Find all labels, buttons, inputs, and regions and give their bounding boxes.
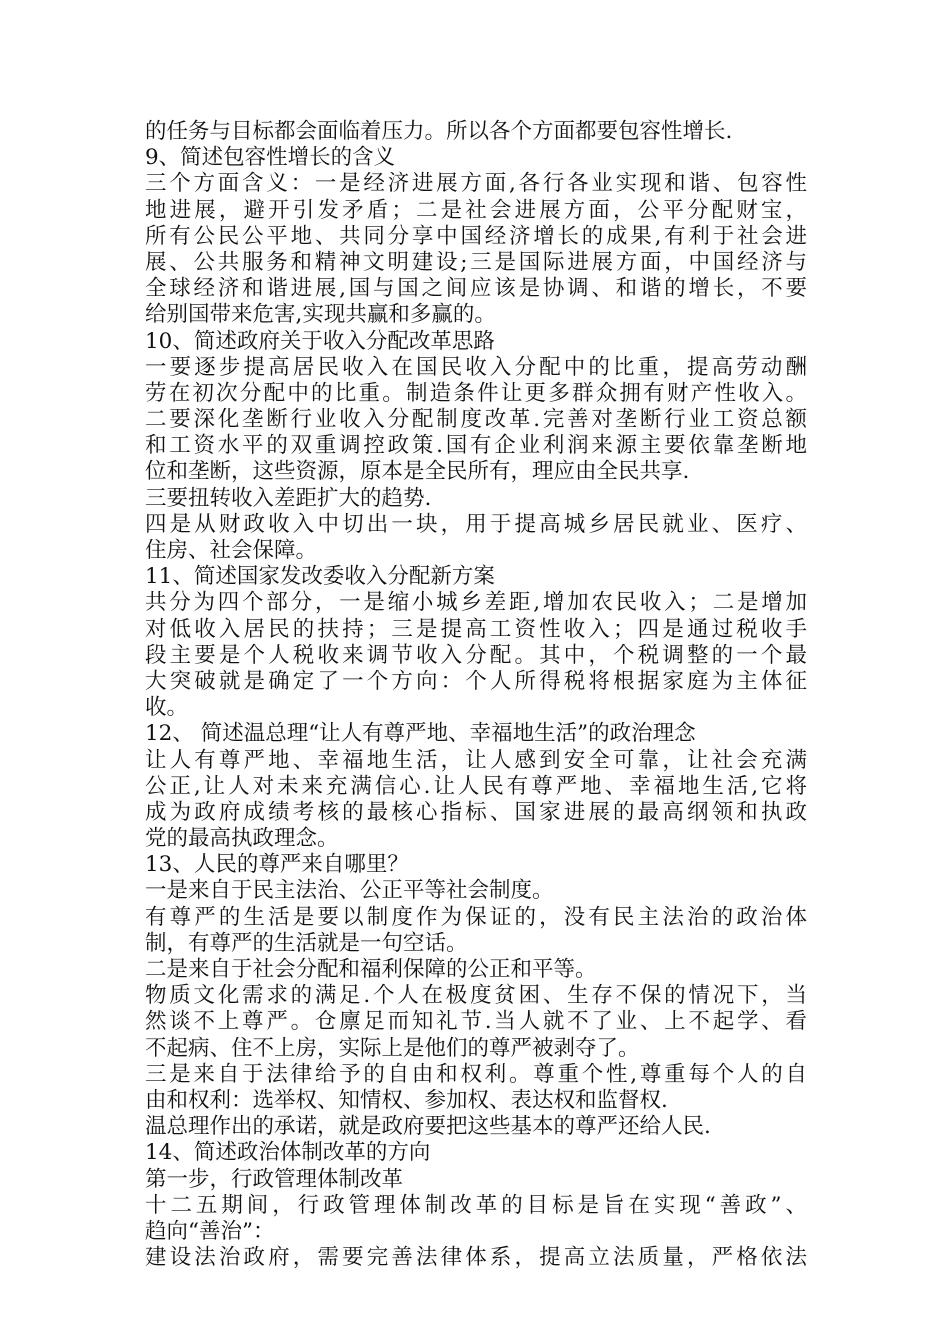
text-line: 建设法治政府，需要完善法律体系，提高立法质量，严格依法 bbox=[145, 1245, 807, 1271]
text-line: 和工资水平的双重调控政策.国有企业利润来源主要依靠垄断地 bbox=[145, 433, 807, 459]
text-line: 由和权利：选举权、知情权、参加权、表达权和监督权. bbox=[145, 1087, 668, 1113]
text-line: 收。 bbox=[145, 695, 189, 721]
text-line: 段主要是个人税收来调节收入分配。其中，个税调整的一个最 bbox=[145, 642, 807, 668]
text-line: 的任务与目标都会面临着压力。所以各个方面都要包容性增长. bbox=[145, 119, 733, 144]
text-line: 10、简述政府关于收入分配改革思路 bbox=[145, 328, 495, 354]
text-line: 共分为四个部分，一是缩小城乡差距,增加农民收入；二是增加 bbox=[145, 590, 807, 616]
text-line: 温总理作出的承诺，就是政府要把这些基本的尊严还给人民. bbox=[145, 1114, 711, 1140]
text-line: 12、 简述温总理“让人有尊严地、幸福地生活”的政治理念 bbox=[145, 721, 696, 747]
text-line: 然谈不上尊严。仓廪足而知礼节.当人就不了业、上不起学、看 bbox=[145, 1009, 807, 1035]
text-line: 不起病、住不上房，实际上是他们的尊严被剥夺了。 bbox=[145, 1035, 640, 1061]
text-line: 有尊严的生活是要以制度作为保证的，没有民主法治的政治体 bbox=[145, 904, 807, 930]
text-line: 9、简述包容性增长的含义 bbox=[145, 145, 396, 171]
text-line: 成为政府成绩考核的最核心指标、国家进展的最高纲领和执政 bbox=[145, 799, 807, 825]
text-line: 四是从财政收入中切出一块，用于提高城乡居民就业、医疗、 bbox=[145, 511, 807, 537]
text-line: 一要逐步提高居民收入在国民收入分配中的比重，提高劳动酬 bbox=[145, 354, 807, 380]
text-line: 物质文化需求的满足.个人在极度贫困、生存不保的情况下，当 bbox=[145, 983, 807, 1009]
text-line: 展、公共服务和精神文明建设;三是国际进展方面，中国经济与 bbox=[145, 249, 807, 275]
text-line: 所有公民公平地、共同分享中国经济增长的成果,有利于社会进 bbox=[145, 223, 807, 249]
text-line: 三是来自于法律给予的自由和权利。尊重个性,尊重每个人的自 bbox=[145, 1061, 807, 1087]
text-line: 趋向“善治”： bbox=[145, 1218, 275, 1244]
text-line: 住房、社会保障。 bbox=[145, 538, 318, 563]
text-line: 公正,让人对未来充满信心.让人民有尊严地、幸福地生活,它将 bbox=[145, 773, 807, 799]
text-line: 对低收入居民的扶持；三是提高工资性收入；四是通过税收手 bbox=[145, 616, 807, 642]
document-page bbox=[145, 119, 807, 1271]
text-line: 二是来自于社会分配和福利保障的公正和平等。 bbox=[145, 957, 597, 982]
text-line: 13、人民的尊严来自哪里？ bbox=[145, 852, 409, 878]
text-line: 二要深化垄断行业收入分配制度改革.完善对垄断行业工资总额 bbox=[145, 407, 807, 433]
text-line: 三个方面含义：一是经济进展方面,各行各业实现和谐、包容性 bbox=[145, 171, 807, 197]
text-line: 14、简述政治体制改革的方向 bbox=[145, 1140, 431, 1166]
text-line: 三要扭转收入差距扩大的趋势. bbox=[145, 485, 432, 511]
text-line: 位和垄断，这些资源，原本是全民所有，理应由全民共享. bbox=[145, 459, 690, 485]
text-line: 劳在初次分配中的比重。制造条件让更多群众拥有财产性收入。 bbox=[145, 380, 807, 406]
text-line: 党的最高执政理念。 bbox=[145, 826, 339, 852]
text-line: 地进展，避开引发矛盾；二是社会进展方面，公平分配财宝， bbox=[145, 197, 807, 223]
text-line: 制，有尊严的生活就是一句空话。 bbox=[145, 930, 468, 956]
text-line: 一是来自于民主法治、公正平等社会制度。 bbox=[145, 878, 554, 904]
text-line: 十二五期间，行政管理体制改革的目标是旨在实现“善政”、 bbox=[145, 1192, 807, 1218]
text-line: 让人有尊严地、幸福地生活，让人感到安全可靠，让社会充满 bbox=[145, 747, 807, 773]
text-line: 给别国带来危害,实现共赢和多赢的。 bbox=[145, 302, 496, 328]
text-line: 11、简述国家发改委收入分配新方案 bbox=[145, 564, 495, 590]
text-line: 全球经济和谐进展,国与国之间应该是协调、和谐的增长，不要 bbox=[145, 276, 807, 302]
text-line: 大突破就是确定了一个方向：个人所得税将根据家庭为主体征 bbox=[145, 668, 807, 694]
text-line: 第一步，行政管理体制改革 bbox=[145, 1166, 404, 1192]
